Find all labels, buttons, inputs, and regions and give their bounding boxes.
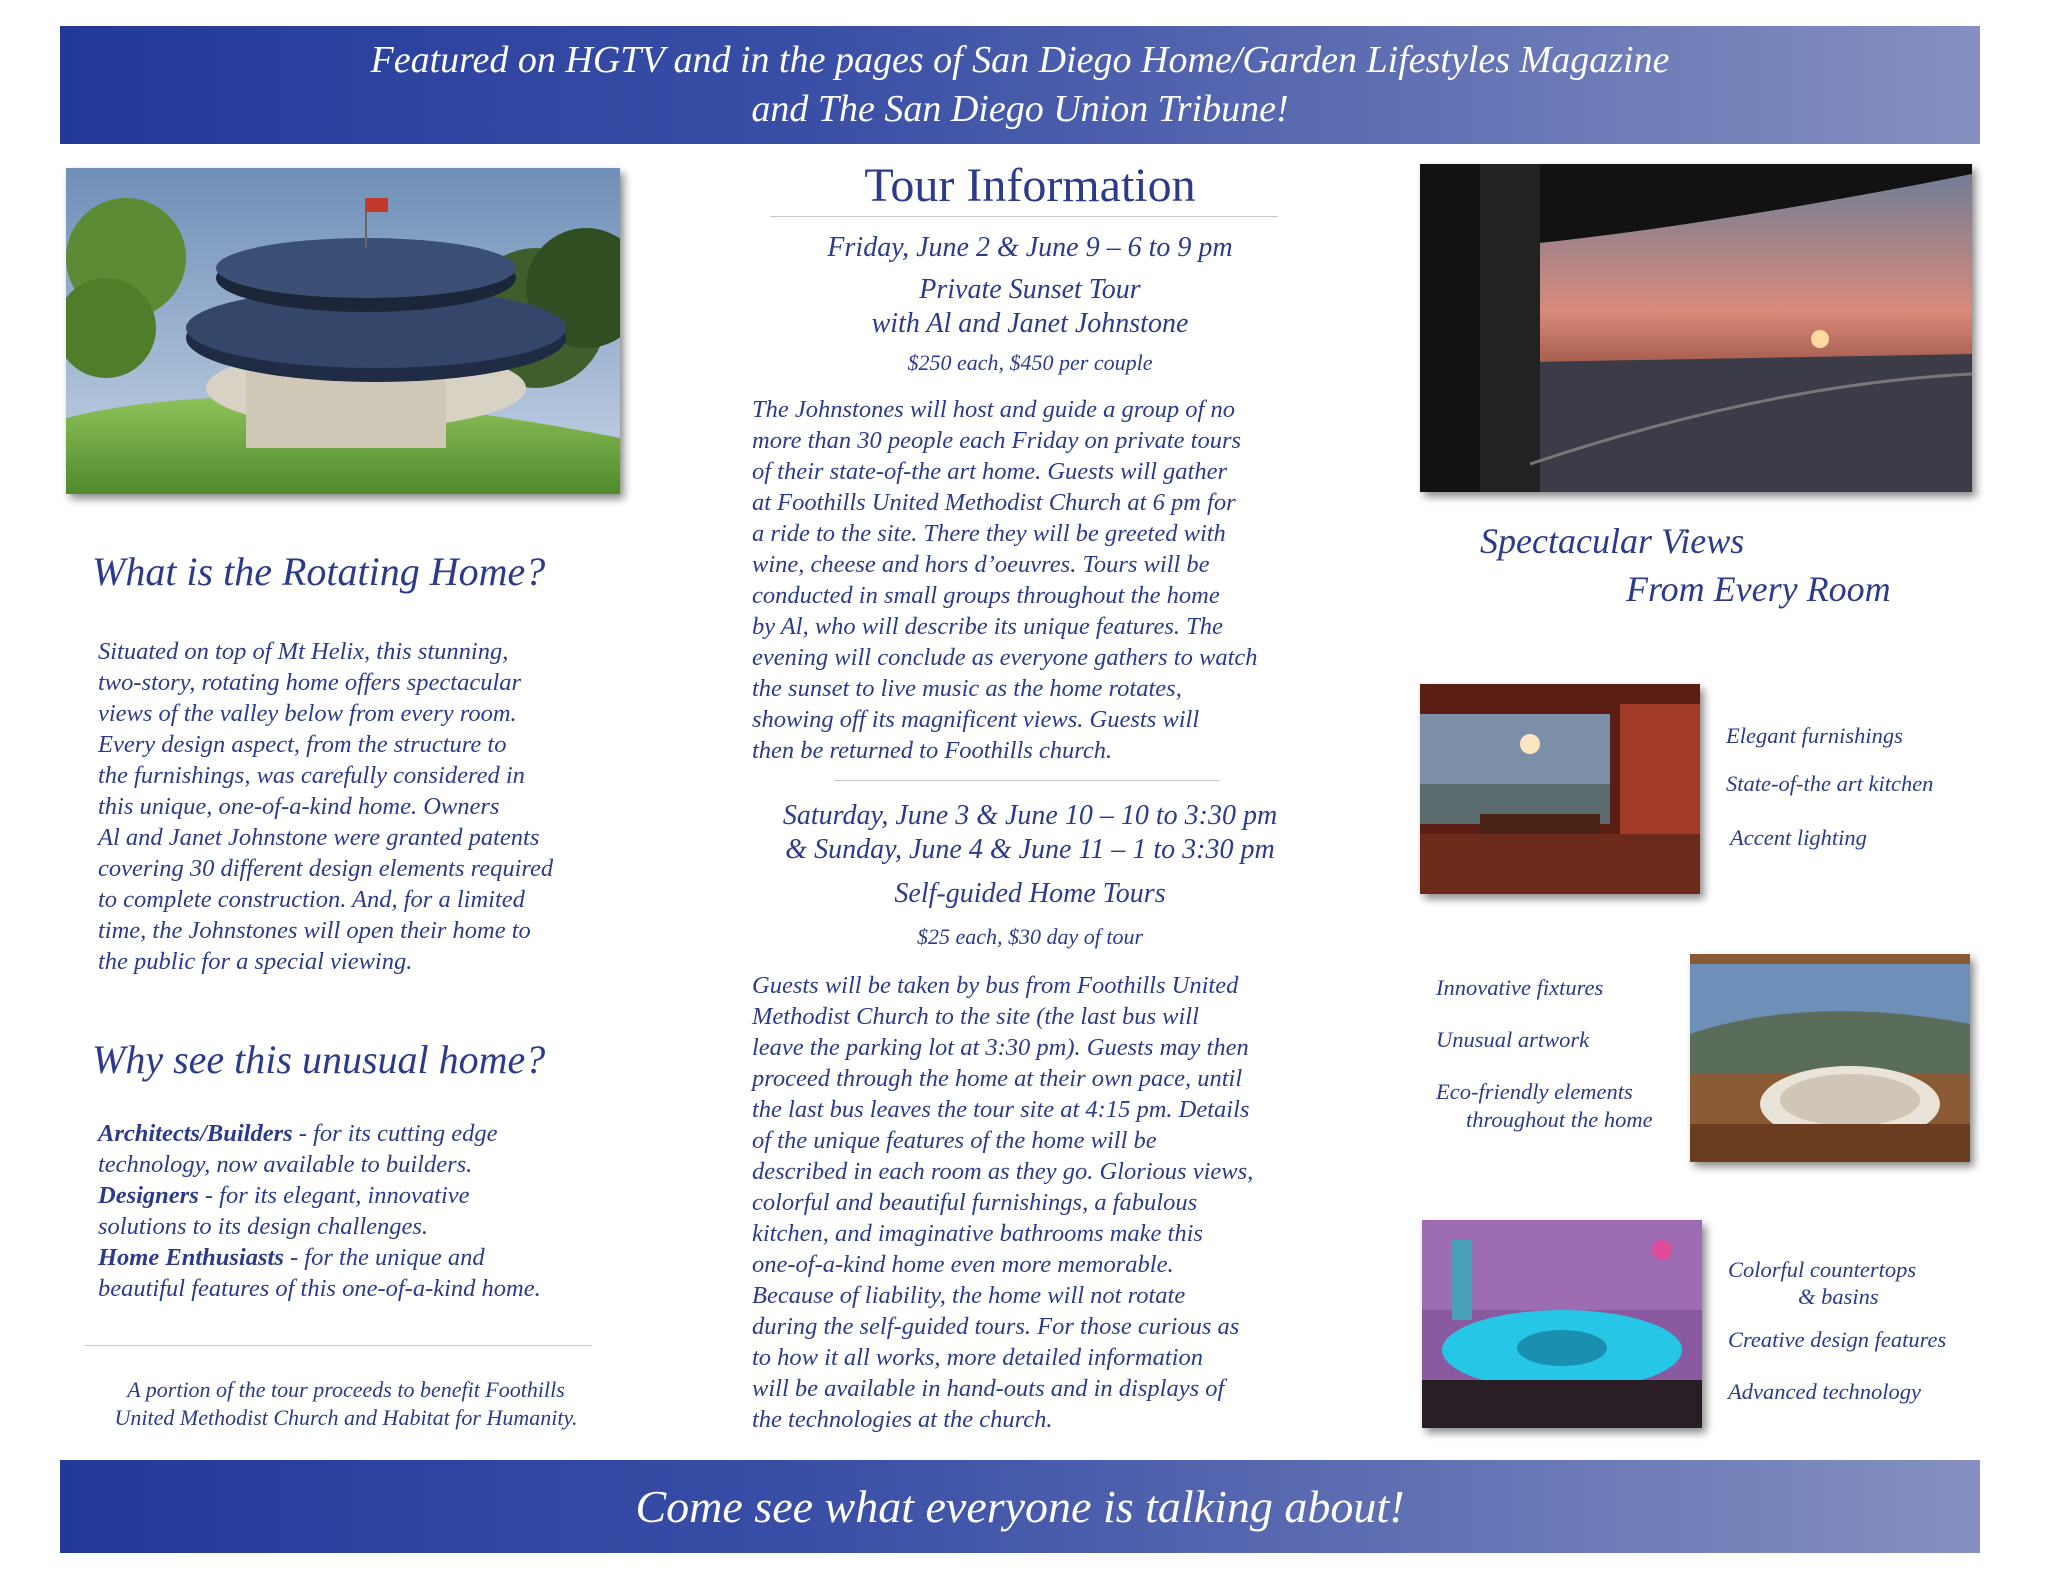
why-see-list — [98, 1118, 658, 1304]
proceeds-note — [66, 1376, 626, 1432]
friday-description — [752, 394, 1332, 766]
friday-price: $250 each, $450 per couple — [907, 350, 1153, 375]
weekend-line: will be available in hand-outs and in displays of — [752, 1375, 1225, 1402]
weekend-line: Guests will be taken by bus from Foothills United — [752, 972, 1239, 999]
sunset-view-photo — [1420, 164, 1972, 492]
tour-information-title: Tour Information — [864, 159, 1196, 212]
rotating-line: Every design aspect, from the structure to — [98, 731, 507, 758]
friday-tour-name: Private Sunset Tour — [919, 274, 1141, 305]
why-item-text: beautiful features of this one-of-a-kind home. — [98, 1275, 541, 1302]
weekend-tour-name: Self-guided Home Tours — [894, 878, 1166, 909]
friday-line: the sunset to live music as the home rotates, — [752, 675, 1182, 702]
friday-line: at Foothills United Methodist Church at 6 pm for — [752, 489, 1236, 516]
friday-line: of their state-of-the art home. Guests will gather — [752, 458, 1227, 485]
weekend-line: Because of liability, the home will not rotate — [752, 1282, 1186, 1309]
why-item-text: - for its cutting edge — [292, 1120, 498, 1147]
feature-eco-friendly: Eco-friendly elements — [1436, 1079, 1633, 1104]
proceeds-line: A portion of the tour proceeds to benefit Foothills — [127, 1377, 565, 1402]
friday-line: then be returned to Foothills church. — [752, 737, 1113, 764]
friday-line: conducted in small groups throughout the home — [752, 582, 1220, 609]
bath-tub-photo — [1690, 954, 1970, 1162]
weekend-line: kitchen, and imaginative bathrooms make this — [752, 1220, 1203, 1247]
weekend-line: to how it all works, more detailed information — [752, 1344, 1203, 1371]
why-item-text: - for the unique and — [283, 1244, 485, 1271]
rotating-line: to complete construction. And, for a limited — [98, 886, 525, 913]
feature-eco-friendly-line-2: throughout the home — [1466, 1107, 1653, 1132]
why-item-designers — [98, 1180, 658, 1211]
why-item-label: Architects/Builders — [98, 1120, 293, 1147]
feature-advanced-technology: Advanced technology — [1728, 1379, 1922, 1404]
weekend-line: the last bus leaves the tour site at 4:15 pm. Details — [752, 1096, 1250, 1123]
why-item-architects — [98, 1118, 658, 1149]
feature-unusual-artwork: Unusual artwork — [1436, 1027, 1590, 1052]
top-banner-line-1: Featured on HGTV and in the pages of San Diego Home/Garden Lifestyles Magazine — [370, 39, 1670, 81]
spectacular-views-line-2: From Every Room — [1626, 569, 1891, 609]
dining-room-photo — [1420, 684, 1700, 894]
vanity-basin-photo — [1422, 1220, 1702, 1428]
feature-innovative-fixtures: Innovative fixtures — [1436, 975, 1604, 1000]
why-item-label: Home Enthusiasts — [98, 1244, 284, 1271]
rotating-line: two-story, rotating home offers spectacular — [98, 669, 522, 696]
why-item-text: technology, now available to builders. — [98, 1151, 473, 1178]
bottom-banner: Come see what everyone is talking about! — [60, 1460, 1980, 1553]
weekend-description — [752, 970, 1342, 1435]
friday-line: by Al, who will describe its unique features. The — [752, 613, 1223, 640]
friday-line: evening will conclude as everyone gathers to watch — [752, 644, 1258, 671]
rotating-line: Al and Janet Johnstone were granted patents — [98, 824, 540, 851]
weekend-line: described in each room as they go. Glorious views, — [752, 1158, 1254, 1185]
friday-dates: Friday, June 2 & June 9 – 6 to 9 pm — [827, 232, 1233, 263]
friday-line: showing off its magnificent views. Guests will — [752, 706, 1200, 733]
weekend-price: $25 each, $30 day of tour — [916, 924, 1144, 949]
why-item-label: Designers — [98, 1182, 199, 1209]
rotating-home-heading: What is the Rotating Home? — [92, 549, 546, 594]
weekend-line: the technologies at the church. — [752, 1406, 1053, 1433]
friday-line: wine, cheese and hors d’oeuvres. Tours will be — [752, 551, 1210, 578]
weekend-line: leave the parking lot at 3:30 pm). Guests may then — [752, 1034, 1249, 1061]
friday-line: a ride to the site. There they will be greeted with — [752, 520, 1226, 547]
weekend-dates-saturday: Saturday, June 3 & June 10 – 10 to 3:30 pm — [782, 800, 1278, 831]
rotating-line: this unique, one-of-a-kind home. Owners — [98, 793, 500, 820]
feature-creative-design: Creative design features — [1728, 1327, 1947, 1352]
title-underline — [770, 216, 1278, 217]
why-item-text: - for its elegant, innovative — [198, 1182, 470, 1209]
why-item-text: solutions to its design challenges. — [98, 1213, 429, 1240]
friday-line: more than 30 people each Friday on private tours — [752, 427, 1242, 454]
feature-kitchen: State-of-the art kitchen — [1726, 771, 1934, 796]
friday-tour-hosts: with Al and Janet Johnstone — [871, 308, 1189, 339]
rotating-line: covering 30 different design elements required — [98, 855, 554, 882]
left-divider — [84, 1345, 592, 1346]
rotating-line: the public for a special viewing. — [98, 948, 413, 975]
weekend-line: proceed through the home at their own pace, until — [752, 1065, 1243, 1092]
feature-accent-lighting: Accent lighting — [1730, 825, 1867, 850]
weekend-line: of the unique features of the home will be — [752, 1127, 1157, 1154]
rotating-home-description — [98, 636, 638, 977]
rotating-home-exterior-photo — [66, 168, 620, 494]
weekend-line: one-of-a-kind home even more memorable. — [752, 1251, 1174, 1278]
feature-elegant-furnishings: Elegant furnishings — [1726, 723, 1903, 748]
feature-colorful-countertops: Colorful countertops — [1728, 1257, 1917, 1282]
top-banner-line-2: and The San Diego Union Tribune! — [751, 88, 1289, 130]
rotating-line: Situated on top of Mt Helix, this stunning, — [98, 638, 509, 665]
feature-basins: & basins — [1798, 1284, 1879, 1309]
rotating-line: time, the Johnstones will open their home to — [98, 917, 531, 944]
center-divider — [834, 780, 1220, 781]
weekend-line: colorful and beautiful furnishings, a fabulous — [752, 1189, 1198, 1216]
weekend-line: during the self-guided tours. For those curious as — [752, 1313, 1240, 1340]
rotating-line: views of the valley below from every room. — [98, 700, 517, 727]
weekend-dates-sunday: & Sunday, June 4 & June 11 – 1 to 3:30 pm — [785, 834, 1275, 865]
proceeds-line: United Methodist Church and Habitat for Humanity. — [114, 1405, 578, 1430]
top-banner — [60, 26, 1980, 144]
rotating-line: the furnishings, was carefully considered in — [98, 762, 525, 789]
why-see-heading: Why see this unusual home? — [92, 1037, 546, 1082]
weekend-line: Methodist Church to the site (the last bus will — [752, 1003, 1199, 1030]
spectacular-views-line-1: Spectacular Views — [1480, 521, 1745, 561]
why-item-enthusiasts — [98, 1242, 658, 1273]
friday-line: The Johnstones will host and guide a group of no — [752, 396, 1235, 423]
